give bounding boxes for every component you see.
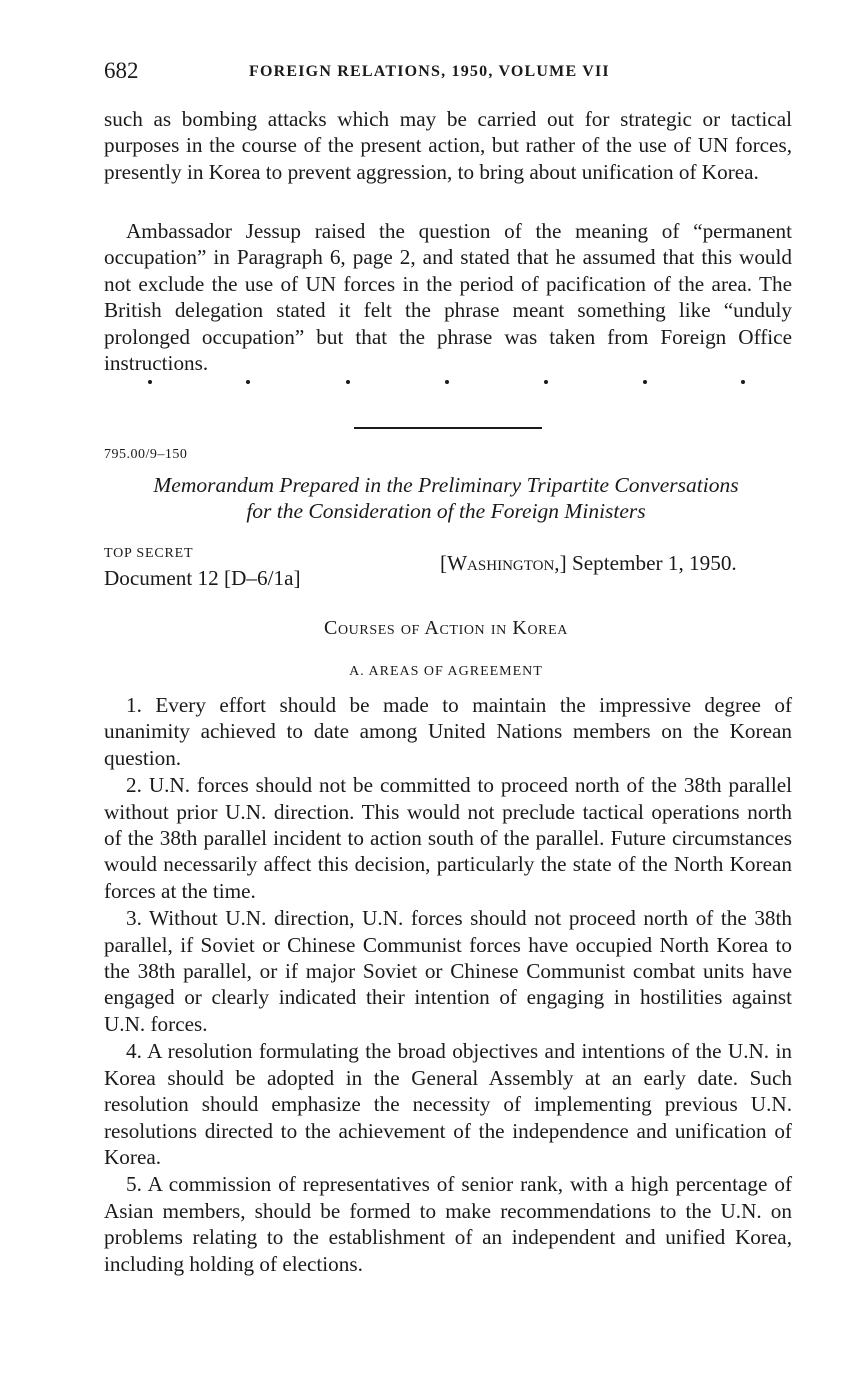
list-item: 5. A commission of representatives of senior rank, with a high percentage of Asian members, should be formed to make recommendations to the U.N. on problems relating to the establishment of an independent and unified Korea, including holding of elections. — [104, 1172, 792, 1276]
omission-ellipsis — [140, 380, 750, 400]
file-number: 795.00/9–150 — [104, 447, 188, 462]
section-heading: Courses of Action in Korea — [324, 617, 568, 639]
place: Washington, — [447, 551, 560, 575]
section-divider — [354, 427, 542, 429]
running-head — [104, 58, 794, 88]
document-title-line: for the Consideration of the Foreign Ministers — [246, 499, 646, 523]
ellipsis-dot — [148, 380, 152, 384]
ellipsis-dot — [346, 380, 350, 384]
section-subheading: A. AREAS OF AGREEMENT — [349, 664, 543, 679]
list-item: 3. Without U.N. direction, U.N. forces should not proceed north of the 38th parallel, if Soviet or Chinese Communist forces have occupied North Korea to the 38th parallel, or if major Soviet or Chinese Communist combat units have engaged or clearly indicated their intention of engaging in hostilities against U.N. forces. — [104, 906, 792, 1036]
document-number: Document 12 [D–6/1a] — [104, 566, 301, 590]
jessup-paragraph — [104, 218, 792, 376]
continued-paragraph — [104, 106, 792, 185]
agreement-list — [104, 692, 792, 1278]
ellipsis-dot — [544, 380, 548, 384]
classification-marking: TOP SECRET — [104, 546, 194, 561]
list-item: 1. Every effort should be made to maintain the impressive degree of unanimity achieved to date among United Nations members on the Korean question. — [104, 693, 792, 770]
page-number: 682 — [104, 58, 139, 83]
jessup-paragraph-text: Ambassador Jessup raised the question of the meaning of “permanent occupation” in Paragraph 6, page 2, and stated that he assumed that this would not exclude the use of UN forces in the period of pacification of the area. The British delegation stated it felt the phrase meant something like “unduly prolonged occupation” but that the phrase was taken from Foreign Office instructions. — [104, 219, 792, 376]
date: September 1, 1950. — [571, 551, 737, 575]
place-date: [Washington,] September 1, 1950. — [440, 551, 737, 575]
ellipsis-dot — [246, 380, 250, 384]
document-title-line: Memorandum Prepared in the Preliminary Tripartite Conversations — [153, 473, 739, 497]
list-item: 2. U.N. forces should not be committed to proceed north of the 38th parallel without prior U.N. direction. This would not preclude tactical operations north of the 38th parallel incident to action south of the parallel. Future circumstances would necessarily affect this decision, particularly the state of the North Korean forces at the time. — [104, 773, 792, 903]
document-title — [100, 472, 792, 524]
ellipsis-dot — [741, 380, 745, 384]
ellipsis-dot — [445, 380, 449, 384]
continued-paragraph-text: such as bombing attacks which may be carried out for strategic or tactical purposes in the course of the present action, but rather of the use of UN forces, presently in Korea to prevent aggression, to bring about unification of Korea. — [104, 107, 792, 184]
ellipsis-dot — [643, 380, 647, 384]
running-title: FOREIGN RELATIONS, 1950, VOLUME VII — [249, 63, 610, 80]
list-item: 4. A resolution formulating the broad objectives and intentions of the U.N. in Korea should be adopted in the General Assembly at an early date. Such resolution should emphasize the necessity of implementing previous U.N. resolutions directed to the achievement of the independence and unification of Korea. — [104, 1039, 792, 1169]
